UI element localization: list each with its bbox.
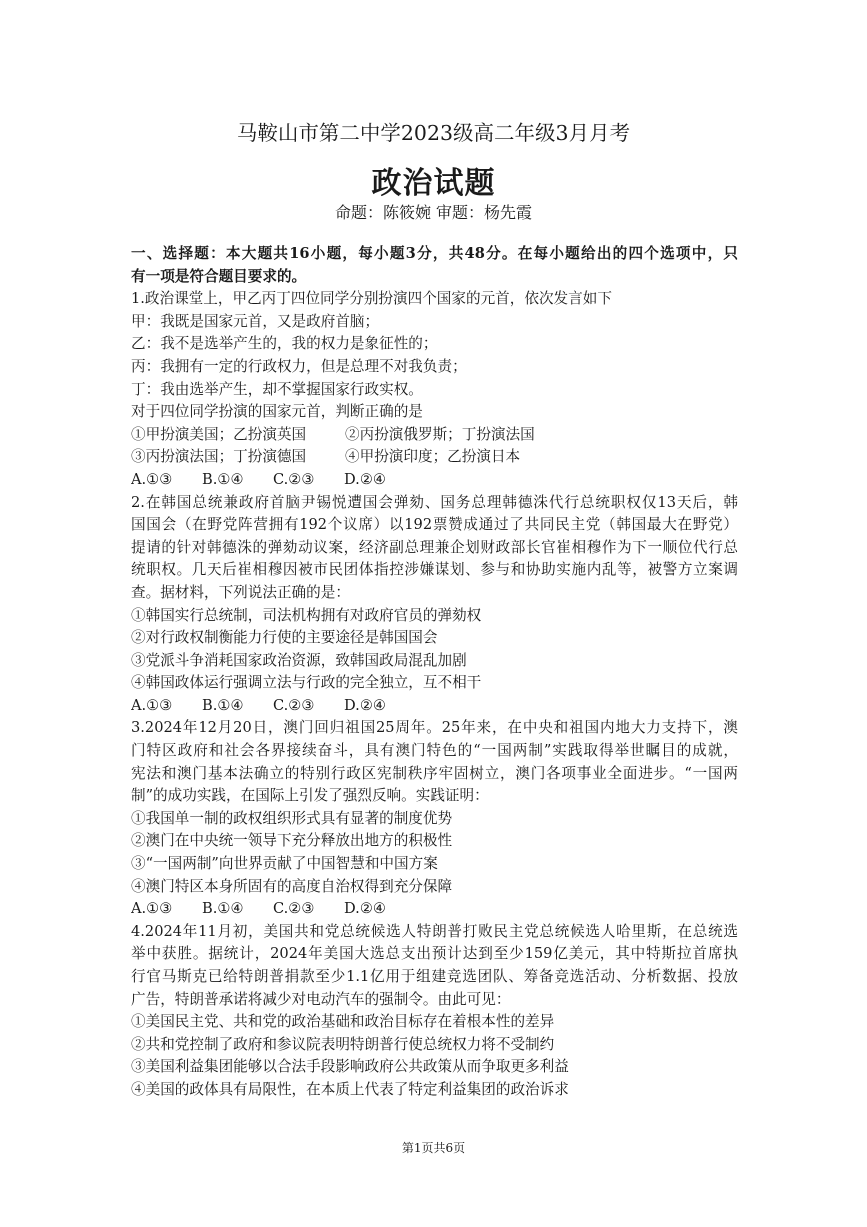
answer-options: [131, 898, 738, 921]
question-text-line: 宪法和澳门基本法确立的特别行政区宪制秩序牢固树立，澳门各项事业全面进步。“一国两: [131, 764, 738, 782]
question-text-line: 举中获胜。据统计，2024年美国大选总支出预计达到至少159亿美元，其中特斯拉首席执: [131, 945, 738, 963]
question-text-line: 门特区政府和社会各界接续奋斗，具有澳门特色的“一国两制”实践取得举世瞩目的成就，: [131, 742, 738, 760]
statement-1: ①美国民主党、共和党的政治基础和政治目标存在着根本性的差异: [131, 1013, 555, 1031]
page-footer: 第1页共6页: [401, 1141, 466, 1155]
statement-2: ②对行政权制衡能力行使的主要途径是韩国国会: [131, 629, 438, 647]
authors-line: 命题：陈筱婉 审题：杨先霞: [334, 203, 533, 222]
option-a[interactable]: A.①③: [131, 470, 173, 488]
option-c[interactable]: C.②③: [273, 900, 315, 918]
question-ask: 对于四位同学扮演的国家元首，判断正确的是: [131, 403, 423, 421]
question-stem: 1.政治课堂上，甲乙丙丁四位同学分别扮演四个国家的元首，依次发言如下: [131, 290, 612, 308]
statement-4: ④澳门特区本身所固有的高度自治权得到充分保障: [131, 877, 453, 895]
statement-2: ②丙扮演俄罗斯；丁扮演法国: [345, 425, 535, 443]
answer-options: [131, 695, 738, 718]
statement-2: ②共和党控制了政府和参议院表明特朗普行使总统权力将不受制约: [131, 1035, 555, 1053]
option-b[interactable]: B.①④: [202, 470, 244, 488]
statement-4: ④美国的政体具有局限性，在本质上代表了特定利益集团的政治诉求: [131, 1080, 569, 1098]
question-3: [131, 717, 738, 920]
school-title: 马鞍山市第二中学2023级高二年级3月月考: [236, 121, 631, 145]
question-text-line: 国国会（在野党阵营拥有192个议席）以192票赞成通过了共同民主党（韩国最大在野党）: [131, 516, 738, 534]
option-d[interactable]: D.②④: [344, 900, 386, 918]
option-a[interactable]: A.①③: [131, 696, 173, 714]
statement-ding: 丁：我由选举产生，却不掌握国家行政实权。: [131, 380, 423, 398]
option-c[interactable]: C.②③: [273, 470, 315, 488]
option-c[interactable]: C.②③: [273, 696, 315, 714]
question-4: [131, 921, 738, 1102]
question-text-line: 2.在韩国总统兼政府首脑尹锡悦遭国会弹劾、国务总理韩德洙代行总统职权仅13天后，韩: [131, 493, 738, 511]
option-b[interactable]: B.①④: [202, 696, 244, 714]
statement-2: ②澳门在中央统一领导下充分释放出地方的积极性: [131, 832, 453, 850]
statement-4: ④甲扮演印度；乙扮演日本: [345, 448, 521, 466]
statement-3: ③党派斗争消耗国家政治资源，致韩国政局混乱加剧: [131, 651, 467, 669]
section-heading-line-2: 有一项是符合题目要求的。: [131, 267, 307, 285]
question-text-line: 统职权。几天后崔相穆因被市民团体指控涉嫌谋划、参与和协助实施内乱等，被警方立案调: [131, 561, 738, 579]
question-text-line: 广告，特朗普承诺将减少对电动汽车的强制令。由此可见：: [131, 990, 511, 1008]
option-d[interactable]: D.②④: [344, 470, 386, 488]
question-text-line: 4.2024年11月初，美国共和党总统候选人特朗普打败民主党总统候选人哈里斯，在总统选: [131, 922, 738, 940]
question-text-line: 行官马斯克已给特朗普捐款至少1.1亿用于组建竞选团队、筹备竞选活动、分析数据、投放: [131, 968, 738, 985]
question-text-line: 3.2024年12月20日，澳门回归祖国25周年。25年来，在中央和祖国内地大力支持下，澳: [131, 719, 738, 737]
statement-4: ④韩国政体运行强调立法与行政的完全独立，互不相干: [131, 674, 482, 692]
exam-content: [131, 243, 738, 1102]
statement-yi: 乙：我不是选举产生的，我的权力是象征性的；: [131, 335, 438, 353]
statement-3: ③“一国两制”向世界贡献了中国智慧和中国方案: [131, 855, 438, 873]
option-a[interactable]: A.①③: [131, 900, 173, 918]
statement-1: ①韩国实行总统制，司法机构拥有对政府官员的弹劾权: [131, 606, 482, 624]
section-heading-line-1: 一、选择题：本大题共16小题，每小题3分，共48分。在每小题给出的四个选项中，只: [131, 245, 738, 262]
option-d[interactable]: D.②④: [344, 696, 386, 714]
statement-row: [131, 446, 738, 469]
statement-bing: 丙：我拥有一定的行政权力，但是总理不对我负责；: [131, 357, 467, 375]
question-2: [131, 492, 738, 718]
answer-options: [131, 469, 738, 492]
question-text-line: 提请的针对韩德洙的弹劾动议案，经济副总理兼企划财政部长官崔相穆作为下一顺位代行总: [131, 538, 738, 556]
question-1: [131, 288, 738, 491]
statement-1: ①我国单一制的政权组织形式具有显著的制度优势: [131, 809, 453, 827]
statement-row: [131, 424, 738, 447]
subject-title: 政治试题: [371, 166, 496, 201]
statement-3: ③美国利益集团能够以合法手段影响政府公共政策从而争取更多利益: [131, 1058, 569, 1076]
statement-jia: 甲：我既是国家元首，又是政府首脑；: [131, 312, 380, 330]
question-text-line: 查。据材料，下列说法正确的是：: [131, 583, 350, 601]
statement-1: ①甲扮演美国；乙扮演英国: [131, 425, 307, 443]
option-b[interactable]: B.①④: [202, 900, 244, 918]
question-text-line: 制”的成功实践，在国际上引发了强烈反响。实践证明：: [131, 787, 489, 805]
statement-3: ③丙扮演法国；丁扮演德国: [131, 448, 307, 466]
